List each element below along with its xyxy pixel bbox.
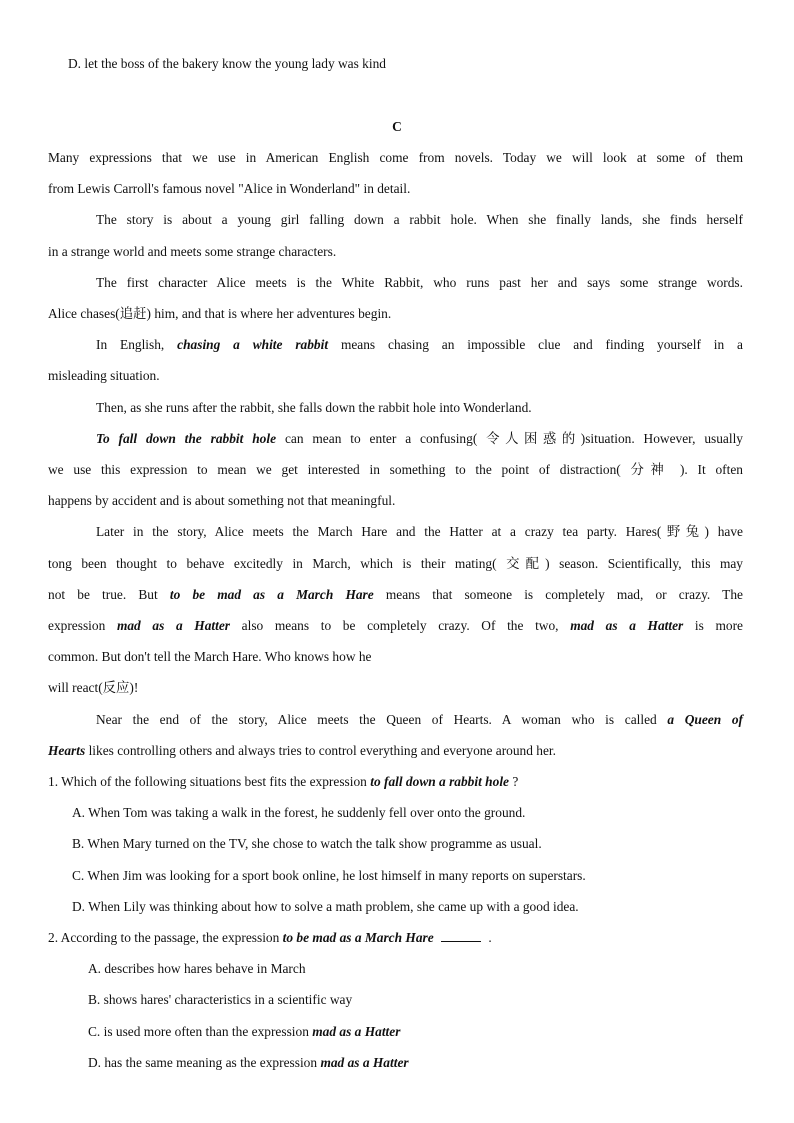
p8-text-b: likes controlling others and always tries to control everything and everyone around her.	[88, 743, 556, 758]
q2-stem-end: .	[488, 930, 492, 945]
paragraph-7-line-4	[48, 617, 743, 635]
question-2-option-c[interactable]	[88, 1023, 400, 1041]
paragraph-6-line-1	[96, 430, 743, 448]
paragraph-7-line-1: Later in the story, Alice meets the March Hare and the Hatter at a crazy tea party. Hares(野兔) have	[96, 524, 743, 539]
p7-expression-mad-as-hatter-2: mad as a Hatter	[570, 618, 684, 633]
q1-stem-end: ?	[512, 774, 519, 789]
paragraph-3-line-1: The first character Alice meets is the White Rabbit, who runs past her and says some strange words.	[96, 275, 743, 290]
question-1-option-d[interactable]: D. When Lily was thinking about how to solve a math problem, she came up with a good idea.	[72, 899, 579, 914]
question-1-option-b[interactable]: B. When Mary turned on the TV, she chose to watch the talk show programme as usual.	[72, 836, 542, 851]
question-1-option-c[interactable]: C. When Jim was looking for a sport book online, he lost himself in many reports on superstars.	[72, 868, 586, 883]
paragraph-1-line-2: from Lewis Carroll's famous novel "Alice in Wonderland" in detail.	[48, 181, 411, 196]
paragraph-4-line-1	[96, 336, 743, 354]
paragraph-5-line-1: Then, as she runs after the rabbit, she falls down the rabbit hole into Wonderland.	[96, 400, 532, 415]
p7-expression-mad-as-march-hare: to be mad as a March Hare	[169, 587, 374, 602]
p4-expression-chasing-white-rabbit: chasing a white rabbit	[177, 337, 329, 352]
question-2-option-a[interactable]: A. describes how hares behave in March	[88, 961, 306, 976]
q1-stem-expression: to fall down a rabbit hole	[370, 774, 509, 789]
q2-option-c-text: C. is used more often than the expression	[88, 1024, 309, 1039]
q2-answer-blank[interactable]	[441, 929, 481, 942]
paragraph-7-line-6: will react(反应)!	[48, 680, 139, 695]
q2-option-d-text: D. has the same meaning as the expression	[88, 1055, 318, 1070]
p7-text-c: means that someone is completely mad, or crazy. The	[385, 587, 743, 602]
p8-expression-queen-of: a Queen of	[667, 712, 743, 727]
previous-question-option-d: D. let the boss of the bakery know the young lady was kind	[68, 56, 386, 71]
section-title: C	[392, 119, 402, 134]
paragraph-1-line-1: Many expressions that we use in American English come from novels. Today we will look at some of them	[48, 150, 743, 165]
p6-text-b: can mean to enter a confusing( 令人困惑的)situation. However, usually	[284, 431, 744, 446]
paragraph-2-line-2: in a strange world and meets some strange characters.	[48, 244, 337, 259]
p7-text-a: not be true. But	[48, 587, 158, 602]
paragraph-7-line-2: tong been thought to behave excitedly in March, which is their mating( 交配) season. Scientifically, this may	[48, 556, 743, 571]
paragraph-6-line-2: we use this expression to mean we get interested in something to the point of distraction( 分神 ). It often	[48, 462, 743, 477]
paragraph-8-line-1	[96, 711, 743, 729]
p7-expression-mad-as-hatter: mad as a Hatter	[116, 618, 230, 633]
paragraph-7-line-3	[48, 586, 743, 604]
question-2-option-b[interactable]: B. shows hares' characteristics in a scientific way	[88, 992, 353, 1007]
q1-stem-text: 1. Which of the following situations best fits the expression	[48, 774, 367, 789]
p8-text-a: Near the end of the story, Alice meets the Queen of Hearts. A woman who is called	[96, 712, 657, 727]
q2-option-d-expression: mad as a Hatter	[320, 1055, 409, 1070]
p7-text-f: is more	[694, 618, 743, 633]
p6-expression-fall-down-rabbit-hole: To fall down the rabbit hole	[96, 431, 277, 446]
p8-expression-hearts: Hearts	[48, 743, 86, 758]
p7-text-e: also means to be completely crazy. Of the two,	[241, 618, 559, 633]
question-2-stem	[48, 929, 492, 947]
p4-text-c: means chasing an impossible clue and finding yourself in a	[340, 337, 743, 352]
question-1-option-a[interactable]: A. When Tom was taking a walk in the forest, he suddenly fell over onto the ground.	[72, 805, 526, 820]
question-1-stem	[48, 773, 518, 791]
p4-text-a: In English,	[96, 337, 165, 352]
question-2-option-d[interactable]	[88, 1054, 409, 1072]
paragraph-7-line-5: common. But don't tell the March Hare. Who knows how he	[48, 649, 372, 664]
q2-option-c-expression: mad as a Hatter	[312, 1024, 401, 1039]
paragraph-2-line-1: The story is about a young girl falling down a rabbit hole. When she finally lands, she finds herself	[96, 212, 743, 227]
paragraph-8-line-2	[48, 742, 556, 760]
paragraph-3-line-2: Alice chases(追赶) him, and that is where her adventures begin.	[48, 306, 392, 321]
paragraph-4-line-2: misleading situation.	[48, 368, 160, 383]
paragraph-6-line-3: happens by accident and is about something not that meaningful.	[48, 493, 396, 508]
q2-stem-text: 2. According to the passage, the expression	[48, 930, 280, 945]
p7-text-d: expression	[48, 618, 106, 633]
q2-stem-expression: to be mad as a March Hare	[282, 930, 434, 945]
